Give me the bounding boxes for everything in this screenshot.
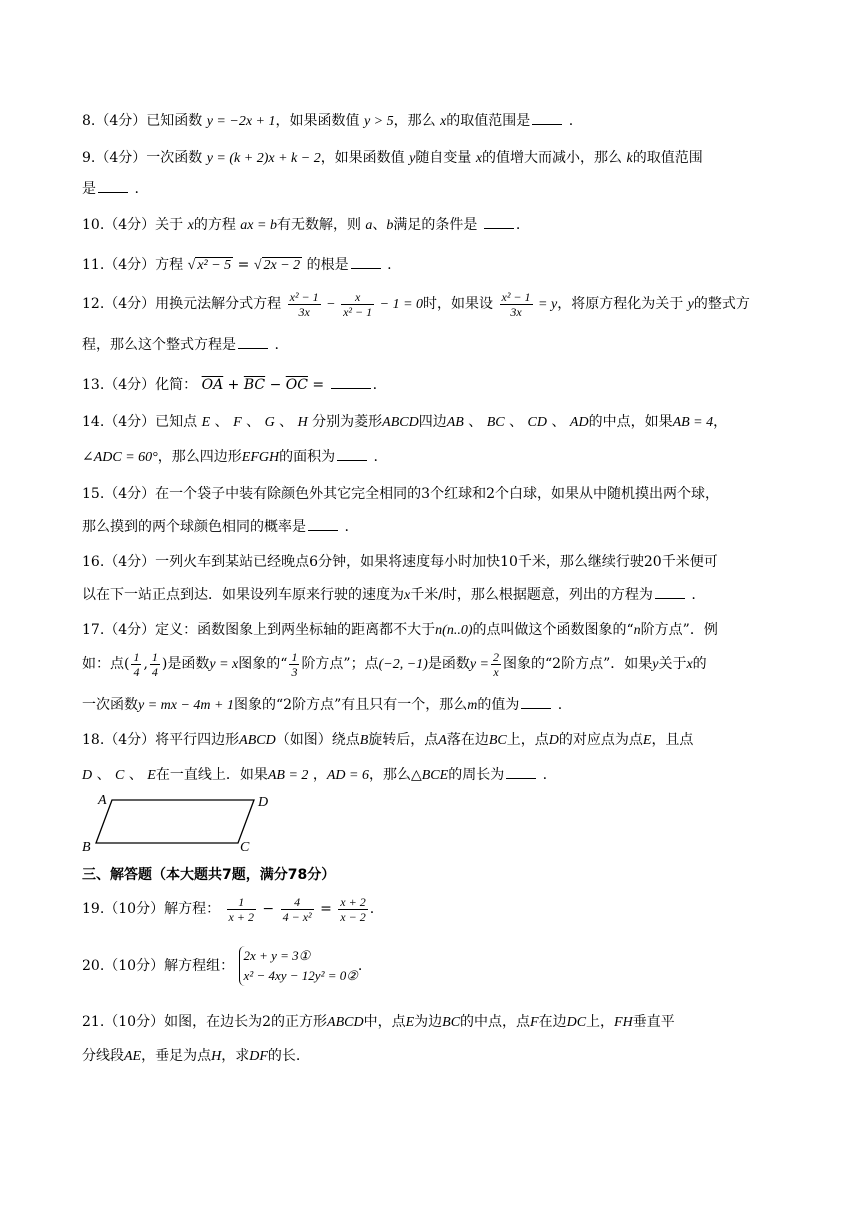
text: ， xyxy=(308,767,327,783)
point: A xyxy=(438,733,447,748)
text: 有无数解，则 xyxy=(276,217,361,233)
problem-20 xyxy=(82,944,362,988)
segment: DC xyxy=(566,1015,587,1030)
point: H xyxy=(297,415,308,430)
answer-blank[interactable] xyxy=(351,254,381,269)
parallelogram-figure xyxy=(78,788,278,854)
problem-number: 19.（10分） xyxy=(82,901,165,917)
shape-name: BCE xyxy=(421,768,449,783)
problem-13 xyxy=(82,374,377,395)
condition: AB = 2 xyxy=(267,768,309,783)
fraction xyxy=(491,650,501,679)
text: （如图）绕点 xyxy=(275,732,360,748)
text: 在一直线上．如果 xyxy=(155,767,268,783)
numerator: x + 2 xyxy=(340,894,366,909)
operator: − xyxy=(265,377,286,393)
problem-19 xyxy=(82,890,374,928)
problem-15-line2 xyxy=(82,516,349,537)
fraction xyxy=(289,650,299,679)
variable: x xyxy=(404,588,411,603)
operator: = xyxy=(315,901,337,917)
denominator: 4 xyxy=(151,664,158,679)
function-expression: y = xyxy=(469,657,489,672)
operator: − xyxy=(322,297,340,312)
variable: a xyxy=(365,218,373,233)
condition: n(n..0) xyxy=(435,623,473,638)
answer-blank[interactable] xyxy=(98,178,128,193)
text: 关于 xyxy=(155,217,184,233)
text: 千米/时，那么根据题意，列出的方程为 xyxy=(410,587,653,603)
problem-number: 15.（4分） xyxy=(82,486,156,502)
numerator: x² − 1 xyxy=(289,289,319,304)
text: 分线段 xyxy=(82,1048,124,1064)
text: 以在下一站正点到达．如果设列车原来行驶的速度为 xyxy=(82,587,404,603)
problem-number: 16.（4分） xyxy=(82,554,156,570)
problem-21-line2 xyxy=(82,1046,300,1067)
segment: BC xyxy=(486,415,505,430)
numerator: x xyxy=(341,290,374,305)
text: 、 xyxy=(274,414,298,430)
problem-17-line2: 如：点( $\frac{1}{4}$ , $\frac{1}{4}$ )是函数y = x图象的“ $\frac{1}{3}$ 阶方点”；点(−2, −1)是函数y = $\frac{2}{x}$ 图象的“2阶方点”．如果y关于x的 xyxy=(82,649,707,679)
text: . xyxy=(357,958,363,974)
text: 时，如果设 xyxy=(423,296,494,312)
point: F xyxy=(233,415,242,430)
radicand: 2x − 2 xyxy=(263,258,301,273)
text: ，且点 xyxy=(651,732,694,748)
text: . xyxy=(515,217,521,233)
variable: x xyxy=(440,114,447,129)
text: 的中点，如果 xyxy=(588,414,673,430)
text: 的周长为 xyxy=(448,767,505,783)
text: 一次函数 xyxy=(82,697,138,713)
problem-18-line2 xyxy=(82,764,547,786)
numerator: 1 xyxy=(291,649,298,664)
text: ，垂足为点 xyxy=(141,1048,212,1064)
text: . xyxy=(369,901,375,917)
denominator: x xyxy=(493,664,499,679)
text: 如图，在边长为2的正方形 xyxy=(164,1014,328,1030)
text: 阶方点”；点 xyxy=(301,656,379,672)
point: E xyxy=(642,733,652,748)
problem-15 xyxy=(82,484,719,504)
text: 将平行四边形 xyxy=(155,732,240,748)
text: ，求 xyxy=(221,1048,250,1064)
function-expression: y = (k + 2)x + k − 2 xyxy=(206,151,321,166)
text: 的长. xyxy=(267,1048,301,1064)
answer-blank[interactable] xyxy=(655,584,685,599)
text: 在边 xyxy=(538,1014,567,1030)
text: 一次函数 xyxy=(146,150,203,166)
problem-18 xyxy=(82,730,693,751)
equation-1: 2x + y = 3① xyxy=(243,948,311,963)
shape-name: ABCD xyxy=(327,1015,364,1030)
section-heading: 三、解答题（本大题共7题，满分78分） xyxy=(82,867,336,883)
text: 的 xyxy=(692,656,707,672)
text: 关于 xyxy=(658,656,687,672)
problem-12 xyxy=(82,286,750,323)
problem-number: 11.（4分） xyxy=(82,257,156,273)
equation: ax = b xyxy=(240,218,277,233)
text: 垂直平 xyxy=(632,1014,675,1030)
operator: + xyxy=(223,377,244,393)
problem-number: 8.（4分） xyxy=(82,113,147,129)
problem-number: 13.（4分） xyxy=(82,377,156,393)
point: D xyxy=(548,733,559,748)
point: F xyxy=(530,1015,539,1030)
text: 方程 xyxy=(155,257,184,273)
problem-8 xyxy=(82,110,573,132)
text: 落在边 xyxy=(446,732,489,748)
text: . xyxy=(686,587,696,603)
denominator: x − 2 xyxy=(340,909,366,924)
text: ，如果函数值 xyxy=(275,113,360,129)
text: . xyxy=(130,181,139,197)
text: 一列火车到某站已经晚点6分钟，如果将速度每小时加快10千米，那么继续行驶20千米便可 xyxy=(155,554,718,570)
text: 定义：函数图象上到两坐标轴的距离都不大于 xyxy=(155,622,436,638)
text: 、 xyxy=(372,217,387,233)
text: 随自变量 xyxy=(415,150,472,166)
label-d: D xyxy=(258,795,269,810)
answer-blank[interactable] xyxy=(484,214,514,229)
text: 阶方点”．例 xyxy=(640,622,718,638)
text: 图象的“2阶方点”．如果 xyxy=(503,656,653,672)
text: 分别为菱形 xyxy=(312,414,383,430)
text: 的值为 xyxy=(477,697,520,713)
numerator: x² − 1 xyxy=(501,289,531,304)
text: . xyxy=(382,257,392,273)
operator: − xyxy=(257,901,279,917)
variable: n xyxy=(633,623,641,638)
denominator: 4 xyxy=(133,664,140,679)
variable: y xyxy=(687,297,694,312)
text: 、 xyxy=(463,414,487,430)
point: H xyxy=(211,1049,222,1064)
text: 是函数 xyxy=(167,656,210,672)
radicand: x² − 5 xyxy=(197,258,232,273)
text: 的对应点为点 xyxy=(558,732,643,748)
numerator: 1 xyxy=(227,895,256,910)
answer-blank[interactable] xyxy=(521,694,551,709)
segment: FH xyxy=(614,1015,633,1030)
problem-number: 12.（4分） xyxy=(82,296,156,312)
problem-16-line2 xyxy=(82,584,696,606)
operator: = xyxy=(307,377,329,393)
text: 已知点 xyxy=(155,414,198,430)
problem-number: 10.（4分） xyxy=(82,217,156,233)
text: 图象的“2阶方点”有且只有一个，那么 xyxy=(234,697,468,713)
segment: AE xyxy=(124,1049,142,1064)
text: 、 xyxy=(504,414,528,430)
point: C xyxy=(115,768,125,783)
text: . xyxy=(369,449,379,465)
equation-rest: − 1 = 0 xyxy=(376,297,424,312)
angle-condition: ∠ADC = 60° xyxy=(82,450,158,465)
text: 、 xyxy=(547,414,570,430)
text: . xyxy=(372,377,378,393)
segment: DF xyxy=(249,1049,268,1064)
problem-16 xyxy=(82,552,718,572)
text: 旋转后，点 xyxy=(368,732,439,748)
radical-right: √ 2x − 2 xyxy=(253,258,301,273)
answer-blank[interactable] xyxy=(532,110,562,125)
equation-2: x² − 4xy − 12y² = 0② xyxy=(243,968,358,983)
text: 、 xyxy=(124,767,148,783)
numerator: 2 xyxy=(493,649,499,664)
text: 如：点 xyxy=(82,656,124,672)
denominator: x² − 1 xyxy=(343,304,373,319)
problem-12-line2 xyxy=(82,334,279,355)
text: 上，点 xyxy=(506,732,549,748)
problem-number: 14.（4分） xyxy=(82,414,156,430)
segment: AB xyxy=(446,415,464,430)
denominator: 3x xyxy=(298,304,310,319)
denominator: 3 xyxy=(291,664,298,679)
problem-11 xyxy=(82,254,392,276)
label-a: A xyxy=(98,793,107,808)
point: E xyxy=(405,1015,415,1030)
variable: k xyxy=(626,151,633,166)
shape-name: ABCD xyxy=(239,733,276,748)
problem-9 xyxy=(82,148,703,169)
fraction xyxy=(288,290,321,319)
text: ，那么△ xyxy=(368,767,422,783)
fraction xyxy=(150,650,160,679)
text: 的整式方 xyxy=(693,296,750,312)
text: ，那么四边形 xyxy=(157,449,242,465)
text: 是 xyxy=(82,181,96,197)
variable: x xyxy=(686,657,693,672)
function-expression: y = −2x + 1 xyxy=(206,114,276,129)
segment: AD xyxy=(569,415,589,430)
problem-21 xyxy=(82,1012,675,1033)
text: ，如果函数值 xyxy=(320,150,405,166)
numerator: 4 xyxy=(281,895,314,910)
fraction xyxy=(281,895,314,924)
variable: b xyxy=(386,218,394,233)
fraction xyxy=(338,895,367,924)
parallelogram-shape xyxy=(96,800,254,843)
vector: $\overline{OA}$ xyxy=(201,377,224,393)
segment: BC xyxy=(442,1015,461,1030)
condition: y > 5 xyxy=(363,114,394,129)
answer-blank[interactable] xyxy=(337,446,367,461)
variable: y xyxy=(652,657,659,672)
answer-blank[interactable] xyxy=(506,764,536,779)
text: 的面积为 xyxy=(279,449,336,465)
text: 的点叫做这个函数图象的“ xyxy=(472,622,634,638)
point: (−2, −1) xyxy=(378,657,428,672)
problem-number: 17.（4分） xyxy=(82,622,156,638)
point: E xyxy=(201,415,211,430)
denominator: 3x xyxy=(510,304,522,319)
text: 四边 xyxy=(418,414,447,430)
radical-left: √ x² − 5 xyxy=(187,258,232,273)
text: . xyxy=(340,519,349,535)
numerator: 1 xyxy=(151,649,158,664)
text: 用换元法解分式方程 xyxy=(155,296,282,312)
text: 已知函数 xyxy=(146,113,203,129)
answer-blank[interactable] xyxy=(331,374,371,389)
variable: y xyxy=(409,151,416,166)
segment: CD xyxy=(527,415,547,430)
problem-10 xyxy=(82,214,520,236)
text: . xyxy=(270,337,279,353)
problem-9-line2 xyxy=(82,178,139,199)
numerator: 1 xyxy=(133,649,140,664)
denominator: x + 2 xyxy=(228,909,254,924)
problem-17 xyxy=(82,620,718,641)
text: 在一个袋子中装有除颜色外其它完全相同的3个红球和2个白球，如果从中随机摸出两个球， xyxy=(155,486,719,502)
variable: x xyxy=(187,218,194,233)
condition: AB = 4 xyxy=(672,415,714,430)
text: ，将原方程化为关于 xyxy=(557,296,684,312)
shape-name: ABCD xyxy=(382,415,419,430)
text: ，那么 xyxy=(393,113,436,129)
fraction xyxy=(500,290,533,319)
text: . xyxy=(553,697,563,713)
variable: x xyxy=(475,151,483,166)
text: 为边 xyxy=(414,1014,443,1030)
equation-rest: = y xyxy=(534,297,558,312)
text: 化简： xyxy=(155,377,198,393)
text: 的值增大而减小，那么 xyxy=(482,150,623,166)
text: 程，那么这个整式方程是 xyxy=(82,337,236,353)
denominator: 4 − x² xyxy=(282,909,312,924)
point: G xyxy=(264,415,275,430)
text: 满足的条件是 xyxy=(393,217,478,233)
function-expression: y = x xyxy=(209,657,239,672)
text: 解方程： xyxy=(164,901,221,917)
text: 、 xyxy=(210,414,234,430)
text: 上， xyxy=(586,1014,615,1030)
problem-number: 18.（4分） xyxy=(82,732,156,748)
text: 的方程 xyxy=(193,217,236,233)
text: 、 xyxy=(241,414,265,430)
text: 图象的“ xyxy=(238,656,288,672)
point: D xyxy=(82,768,93,783)
text: 的取值范围是 xyxy=(446,113,531,129)
text: 解方程组： xyxy=(164,958,235,974)
equation-system xyxy=(239,946,358,986)
fraction xyxy=(227,895,256,924)
vector: $\overline{BC}$ xyxy=(243,377,266,393)
text: . xyxy=(564,113,574,129)
problem-17-line3 xyxy=(82,694,562,716)
text: 的根是 xyxy=(306,257,349,273)
shape-name: EFGH xyxy=(241,450,280,465)
text: = xyxy=(233,257,254,273)
answer-blank[interactable] xyxy=(308,516,338,531)
problem-number: 21.（10分） xyxy=(82,1014,165,1030)
text: 、 xyxy=(92,767,116,783)
problem-14-line2 xyxy=(82,446,378,468)
text: 中，点 xyxy=(363,1014,406,1030)
text: 是函数 xyxy=(427,656,470,672)
condition: AD = 6 xyxy=(326,768,369,783)
problem-number: 20.（10分） xyxy=(82,958,165,974)
point: B xyxy=(359,733,369,748)
label-c: C xyxy=(240,840,250,854)
label-b: B xyxy=(82,840,91,854)
function-expression: y = mx − 4m + 1 xyxy=(138,698,234,713)
text: 的中点，点 xyxy=(460,1014,531,1030)
problem-14 xyxy=(82,412,727,433)
text: 的取值范围 xyxy=(632,150,703,166)
text: 那么摸到的两个球颜色相同的概率是 xyxy=(82,519,306,535)
problem-number: 9.（4分） xyxy=(82,150,147,166)
answer-blank[interactable] xyxy=(238,334,268,349)
point: E xyxy=(147,768,156,783)
text: . xyxy=(538,767,548,783)
segment: BC xyxy=(488,733,507,748)
vector: $\overline{OC}$ xyxy=(285,377,308,393)
fraction xyxy=(341,290,374,319)
variable: m xyxy=(467,698,478,713)
fraction xyxy=(131,650,141,679)
text: ， xyxy=(713,414,728,430)
